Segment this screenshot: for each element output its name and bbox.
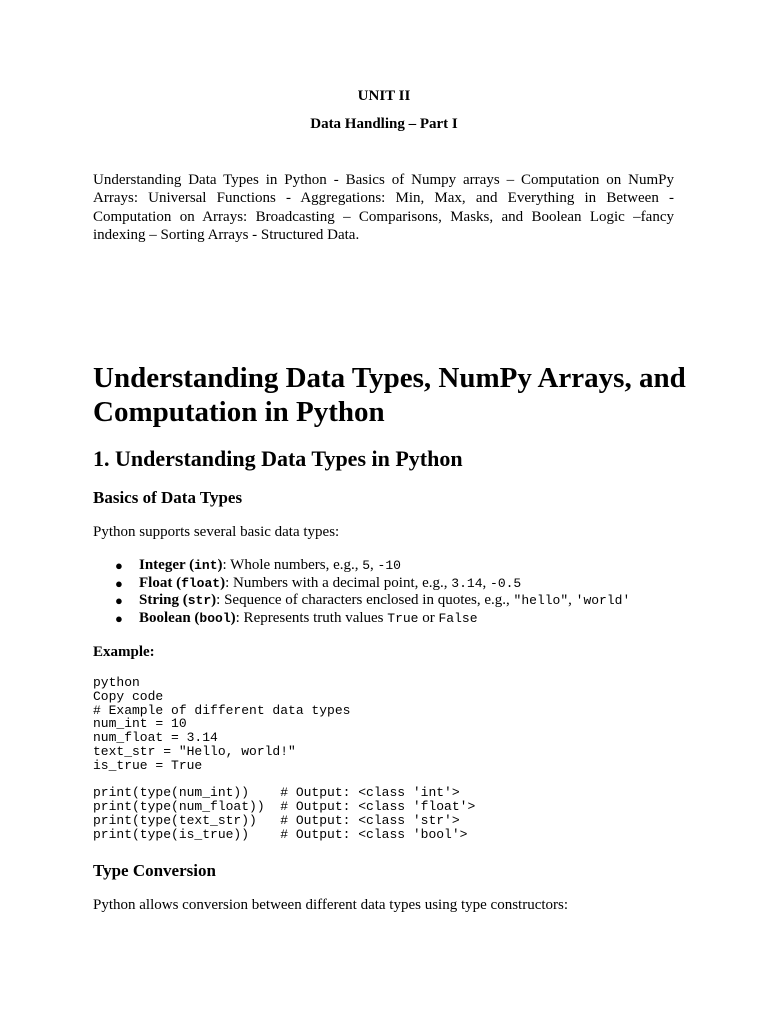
bullet-example: -0.5 xyxy=(490,575,522,591)
basics-intro-text: Python supports several basic data types: xyxy=(93,524,340,540)
code-block: python Copy code # Example of different data types num_int = 10 num_float = 3.14 text_str = "Hello, world!" is_true = True print(type(num_int)) # Output: <class 'int'> print(type(num_float)) # Output: <class 'float'> print(type(text_str)) # Output: <class 'str'> print(type(is_true)) # Output: <class 'bool'> xyxy=(93,675,476,842)
type-conversion-intro-text: Python allows conversion between different data types using type constructors: xyxy=(93,897,569,913)
bullet-code: float xyxy=(181,575,221,591)
bullet-description: : Sequence of characters enclosed in quotes, e.g., xyxy=(216,592,514,608)
bullet-label-end: ) xyxy=(220,574,226,591)
bullet-icon: ● xyxy=(115,593,123,608)
bullet-example: 3.14 xyxy=(451,575,483,591)
bullet-icon: ● xyxy=(115,575,123,591)
page-title: Understanding Data Types, NumPy Arrays, and Computation in Python xyxy=(93,362,686,428)
data-type-list xyxy=(113,557,630,627)
bullet-example: True xyxy=(387,610,419,626)
bullet-label: Integer ( xyxy=(139,557,195,573)
bullet-icon: ● xyxy=(115,558,123,573)
unit-title: UNIT II xyxy=(357,88,411,104)
unit-subtitle: Data Handling – Part I xyxy=(310,116,458,132)
bullet-example: -10 xyxy=(377,558,401,573)
bullet-example: False xyxy=(438,610,478,626)
bullet-separator: , xyxy=(568,592,576,608)
bullet-code: str xyxy=(187,593,212,608)
subsection-heading-type-conversion: Type Conversion xyxy=(93,861,216,880)
bullet-example: 5 xyxy=(362,558,371,573)
bullet-label: Boolean ( xyxy=(139,609,200,626)
list-item xyxy=(113,592,630,610)
bullet-separator: , xyxy=(482,574,491,591)
bullet-example: 'world' xyxy=(575,593,631,608)
subsection-heading-basics: Basics of Data Types xyxy=(93,488,243,507)
bullet-separator: , xyxy=(370,557,378,573)
bullet-label: Float ( xyxy=(139,574,182,591)
list-item xyxy=(113,610,630,628)
bullet-code: int xyxy=(194,558,218,573)
bullet-description: : Represents truth values xyxy=(235,609,388,626)
bullet-description: : Whole numbers, e.g., xyxy=(222,557,363,573)
bullet-label-end: ) xyxy=(217,557,223,573)
bullet-label: String ( xyxy=(139,592,188,608)
bullet-separator: or xyxy=(418,609,439,626)
section-heading: 1. Understanding Data Types in Python xyxy=(93,446,463,471)
list-item xyxy=(113,575,630,593)
example-label: Example: xyxy=(93,644,155,660)
list-item xyxy=(113,557,630,575)
bullet-icon: ● xyxy=(115,610,123,626)
bullet-label-end: ) xyxy=(230,609,236,626)
bullet-code: bool xyxy=(199,610,231,626)
bullet-example: "hello" xyxy=(513,593,569,608)
bullet-description: : Numbers with a decimal point, e.g., xyxy=(225,574,452,591)
bullet-label-end: ) xyxy=(211,592,217,608)
syllabus-paragraph: Understanding Data Types in Python - Basics of Numpy arrays – Computation on NumPy Arrays: Universal Functions - Aggregations: Min, Max, and Everything in Between - Computation on Arrays: Broadcasting – Comparisons, Masks, and Boolean Logic –fancy indexing – Sorting Arrays - Structured Data. xyxy=(93,172,674,243)
